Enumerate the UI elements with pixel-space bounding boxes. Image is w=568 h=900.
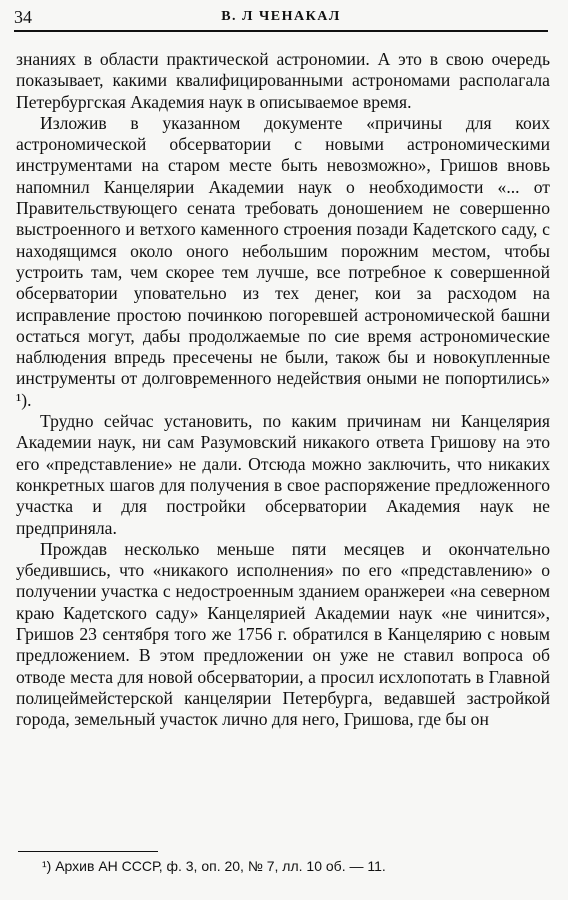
page-header [14,4,548,32]
paragraph: Прождав несколько меньше пяти месяцев и окончательно убедившись, что «никакого исполнения» по его «представлению» о получении участка с недостроенным зданием оранжереи «на северном краю Кадетского саду» Канцелярией Академии наук «не чинится», Гришов 23 сентября того же 1756 г. обратился в Канцелярию с новым предложением. В этом предложении он уже не ставил вопроса об отводе места для новой обсерватории, а просил исхлопотать в Главной полицеймейстерской канцелярии Петербурга, ведавшей застройкой города, земельный участок лично для него, Гришова, где бы он [16,538,550,730]
running-head: В. Л ЧЕНАКАЛ [221,9,341,24]
footnote-divider [18,851,158,852]
page-number: 34 [14,7,32,27]
paragraph: Изложив в указанном документе «причины для коих астрономической обсерватории с новыми астрономическими инструментами на старом месте быть невозможно», Гришов вновь напомнил Канцелярии Академии наук о необходимости «... от Правительствующего сената требовать доношением не совершенно выстроенного и ветхого каменного строения позади Кадетского саду, с находящимся около оного небольшим порожним местом, чтобы устроить там, чем скорее тем лучше, все потребное к совершенной обсерватории уповательно из тех денег, кои за расходом на исправление простою починкою погоревшей астрономической башни остаться могут, дабы продолжаемые по сие время астрономические наблюдения впредь пресечены не были, також бы и новокупленные инструменты от долговременного недействия оными не попортились» ¹). [16,112,550,410]
paragraph-continuation: знаниях в области практической астрономии. А это в свою очередь показывает, какими квалифицированными астрономами располагала Петербургская Академия наук в описываемое время. [16,49,550,112]
footnote: ¹) Архив АН СССР, ф. 3, оп. 20, № 7, лл. 10 об. — 11. [42,858,386,874]
body-text [16,49,550,731]
paragraph: Трудно сейчас установить, по каким причинам ни Канцелярия Академии наук, ни сам Разумовский никакого ответа Гришову на это его «представление» не дали. Отсюда можно заключить, что никаких конкретных шагов для получения в свое распоряжение предложенного участка и для постройки обсерватории Академия наук не предприняла. [16,411,550,538]
